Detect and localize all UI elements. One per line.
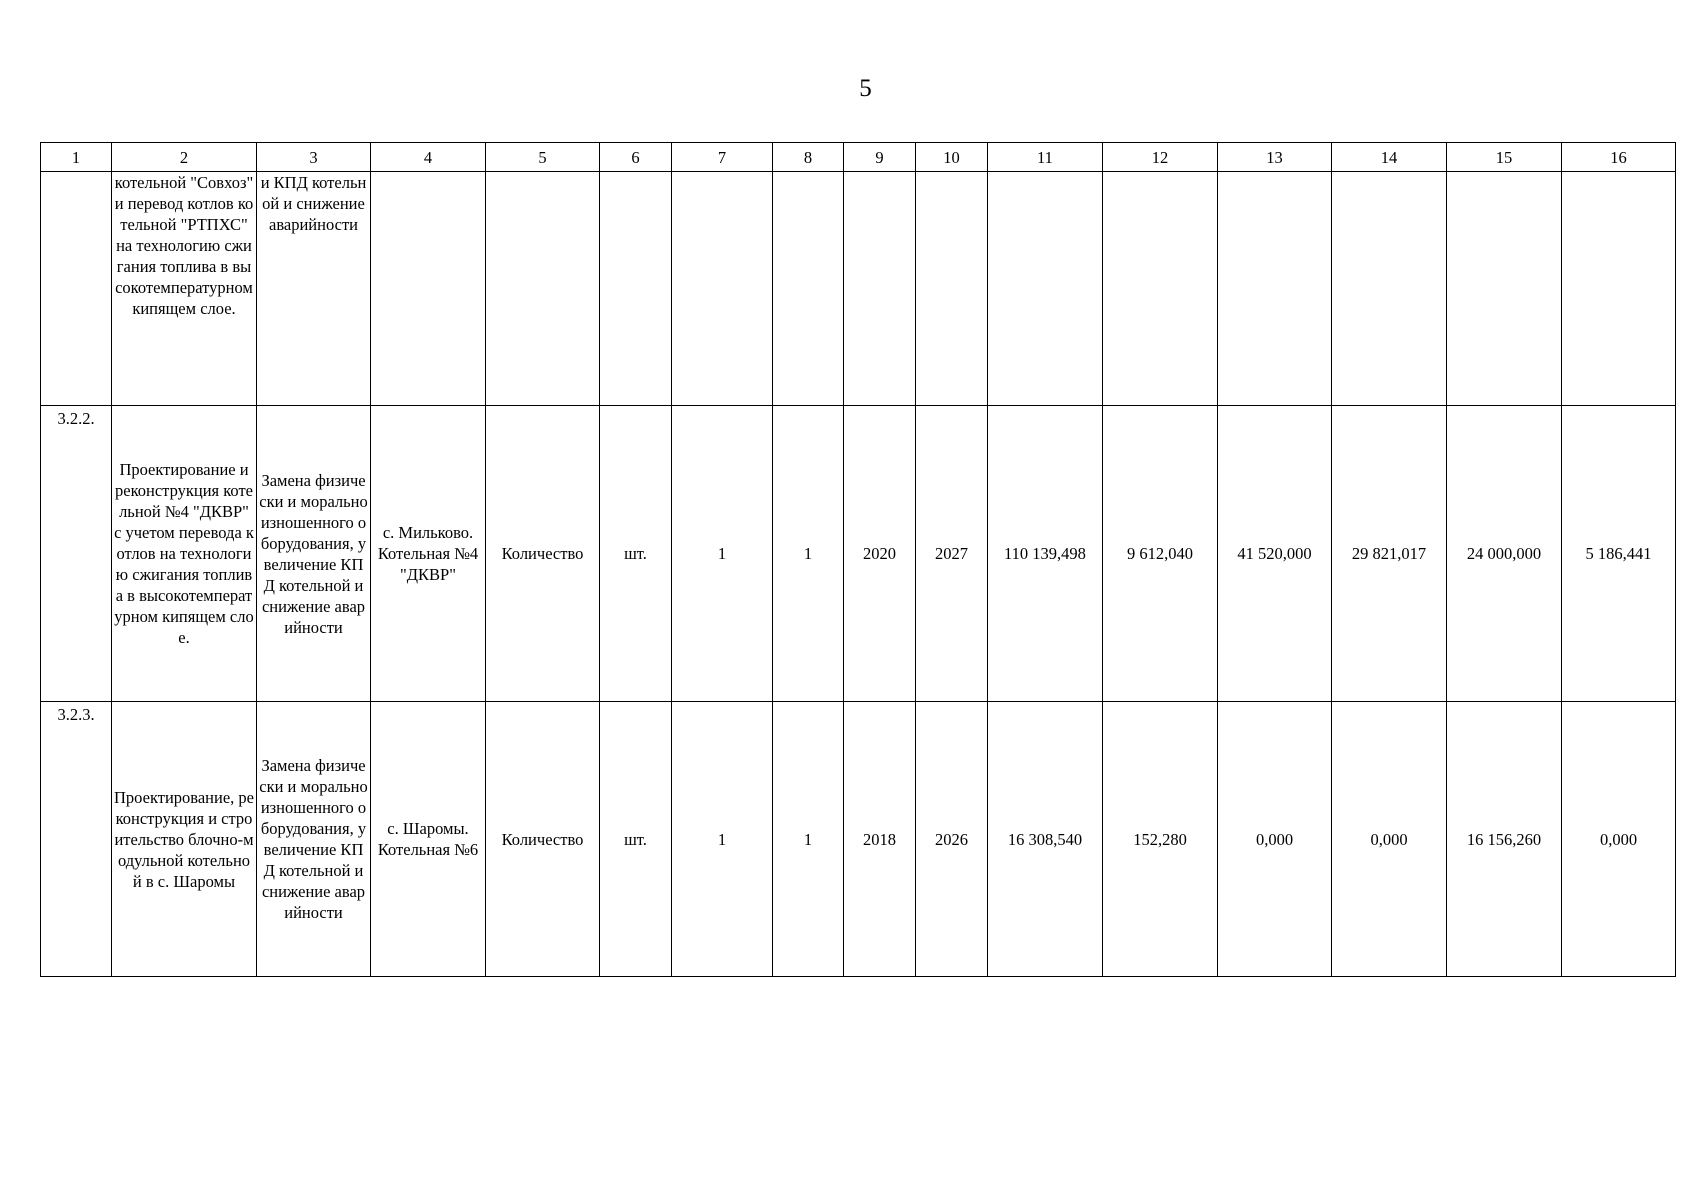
unit: шт. bbox=[600, 406, 672, 702]
amount-cell: 29 821,017 bbox=[1332, 406, 1447, 702]
amount-cell: 0,000 bbox=[1562, 702, 1676, 977]
column-number: 2 bbox=[112, 143, 257, 172]
start-year bbox=[844, 172, 916, 406]
end-year: 2027 bbox=[916, 406, 988, 702]
amount-cell bbox=[988, 172, 1103, 406]
column-number: 14 bbox=[1332, 143, 1447, 172]
column-number: 8 bbox=[773, 143, 844, 172]
table-row bbox=[41, 406, 1676, 702]
column-number: 11 bbox=[988, 143, 1103, 172]
event-name: котельной "Совхоз" и перевод котлов котельной "РТПХС" на технологию сжигания топлива в высокотемпературном кипящем слое. bbox=[112, 172, 257, 406]
event-goal: Замена физически и морально изношенного оборудования, увеличение КПД котельной и снижение аварийности bbox=[257, 406, 371, 702]
column-number: 10 bbox=[916, 143, 988, 172]
amount-cell bbox=[1103, 172, 1218, 406]
indicator-value bbox=[773, 172, 844, 406]
column-number: 3 bbox=[257, 143, 371, 172]
table-header-row bbox=[41, 143, 1676, 172]
event-goal: и КПД котельной и снижение аварийности bbox=[257, 172, 371, 406]
column-number: 1 bbox=[41, 143, 112, 172]
table-row bbox=[41, 172, 1676, 406]
amount-cell: 16 308,540 bbox=[988, 702, 1103, 977]
amount-cell bbox=[1562, 172, 1676, 406]
indicator-value: 1 bbox=[672, 702, 773, 977]
end-year bbox=[916, 172, 988, 406]
column-number: 15 bbox=[1447, 143, 1562, 172]
column-number: 5 bbox=[486, 143, 600, 172]
indicator-value: 1 bbox=[672, 406, 773, 702]
amount-cell: 110 139,498 bbox=[988, 406, 1103, 702]
indicator-name: Количество bbox=[486, 406, 600, 702]
start-year: 2018 bbox=[844, 702, 916, 977]
location: с. Мильково. Котельная №4 "ДКВР" bbox=[371, 406, 486, 702]
start-year: 2020 bbox=[844, 406, 916, 702]
item-number: 3.2.2. bbox=[41, 406, 112, 702]
column-number: 4 bbox=[371, 143, 486, 172]
item-number: 3.2.3. bbox=[41, 702, 112, 977]
event-goal: Замена физически и морально изношенного оборудования, увеличение КПД котельной и снижение аварийности bbox=[257, 702, 371, 977]
location bbox=[371, 172, 486, 406]
indicator-name bbox=[486, 172, 600, 406]
unit: шт. bbox=[600, 702, 672, 977]
amount-cell bbox=[1447, 172, 1562, 406]
indicator-name: Количество bbox=[486, 702, 600, 977]
event-name: Проектирование и реконструкция котельной №4 "ДКВР" с учетом перевода котлов на технологию сжигания топлива в высокотемпературном кипящем слое. bbox=[112, 406, 257, 702]
column-number: 7 bbox=[672, 143, 773, 172]
column-number: 16 bbox=[1562, 143, 1676, 172]
amount-cell: 5 186,441 bbox=[1562, 406, 1676, 702]
column-number: 12 bbox=[1103, 143, 1218, 172]
amount-cell: 24 000,000 bbox=[1447, 406, 1562, 702]
end-year: 2026 bbox=[916, 702, 988, 977]
indicator-value: 1 bbox=[773, 406, 844, 702]
amount-cell: 152,280 bbox=[1103, 702, 1218, 977]
amount-cell: 0,000 bbox=[1218, 702, 1332, 977]
unit bbox=[600, 172, 672, 406]
amount-cell: 41 520,000 bbox=[1218, 406, 1332, 702]
amount-cell bbox=[1218, 172, 1332, 406]
amount-cell: 9 612,040 bbox=[1103, 406, 1218, 702]
item-number bbox=[41, 172, 112, 406]
indicator-value: 1 bbox=[773, 702, 844, 977]
column-number: 13 bbox=[1218, 143, 1332, 172]
amount-cell bbox=[1332, 172, 1447, 406]
location: с. Шаромы. Котельная №6 bbox=[371, 702, 486, 977]
column-number: 9 bbox=[844, 143, 916, 172]
table-row bbox=[41, 702, 1676, 977]
amount-cell: 16 156,260 bbox=[1447, 702, 1562, 977]
event-name: Проектирование, реконструкция и строительство блочно-модульной котельной в с. Шаромы bbox=[112, 702, 257, 977]
column-number: 6 bbox=[600, 143, 672, 172]
page-number: 5 bbox=[859, 75, 872, 102]
data-table bbox=[40, 142, 1676, 977]
indicator-value bbox=[672, 172, 773, 406]
amount-cell: 0,000 bbox=[1332, 702, 1447, 977]
